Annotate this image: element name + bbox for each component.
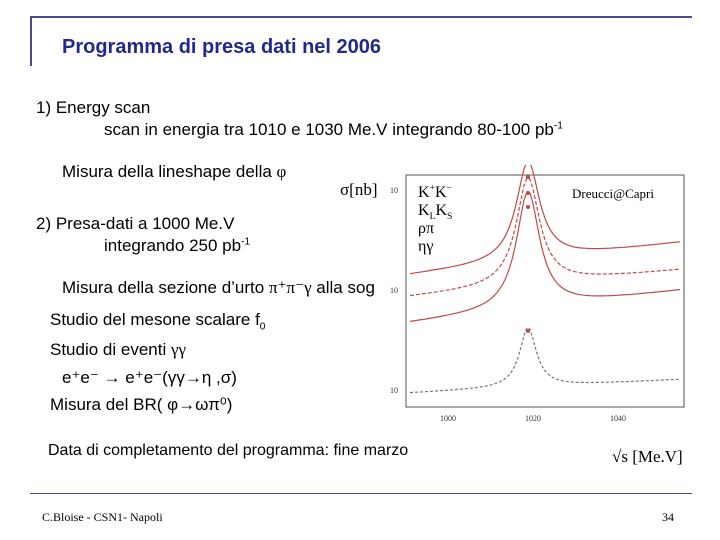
- frame-top-rule: [30, 16, 692, 18]
- chart-xlabel: √s [Me.V]: [612, 447, 683, 466]
- curve-3: [410, 328, 680, 393]
- item2-line3-symbol: γγ: [170, 340, 186, 359]
- ytick-label: 10: [390, 386, 398, 395]
- peak-marker: [526, 329, 530, 333]
- item1-note: [62, 162, 286, 182]
- item2-detail-text: integrando 250 pb: [104, 236, 242, 255]
- ytick-label: 10: [390, 186, 398, 195]
- item2-line3-text: Studio di eventi: [50, 340, 171, 359]
- slide-title: Programma di presa dati nel 2006: [62, 36, 382, 58]
- item2-line3: [50, 340, 186, 360]
- item2-line1-symbol: π⁺π⁻γ: [268, 278, 312, 297]
- item2-heading: 2) Presa-dati a 1000 Me.V: [36, 214, 235, 233]
- item2-line1: [62, 278, 375, 298]
- footer-rule: [30, 493, 692, 494]
- item2-line2: [50, 310, 266, 333]
- item2-detail-sup: -1: [241, 236, 251, 248]
- item2-detail: [104, 236, 250, 256]
- legend-item-klks: $K_LK_S$: [418, 202, 453, 223]
- item1-detail-sup: -1: [553, 120, 563, 132]
- item1-detail: [104, 120, 563, 140]
- item1-detail-text: scan in energia tra 1010 e 1030 Me.V integrando 80-100 pb: [104, 120, 554, 139]
- item1-note-text: Misura della lineshape della: [62, 162, 277, 181]
- item2-line2-text: Studio del mesone scalare f: [50, 310, 260, 329]
- chart-credit: Dreucci@Capri: [572, 186, 654, 201]
- peak-marker: [526, 175, 530, 179]
- xtick-label: 1020: [525, 414, 541, 423]
- chart-ylabel: σ[nb]: [340, 180, 378, 199]
- page-number: 34: [662, 510, 674, 524]
- chart-legend: [418, 184, 452, 256]
- item2-line4: e⁺e⁻ → e⁺e⁻(γγ→η ,σ): [62, 368, 237, 387]
- xtick-label: 1040: [610, 414, 626, 423]
- item2-line1-tail: alla sog: [311, 278, 375, 297]
- item1-note-symbol: φ: [276, 162, 287, 181]
- legend-item-etagamma: ηγ: [418, 238, 434, 255]
- item2-line1-text: Misura della sezione d’urto: [62, 278, 269, 297]
- footer-author: C.Bloise - CSN1- Napoli: [42, 510, 163, 524]
- peak-marker: [526, 205, 530, 209]
- item2-line2-sub: 0: [259, 321, 266, 333]
- item1-heading: 1) Energy scan: [36, 98, 151, 117]
- legend-item-kk: K+K−: [418, 182, 452, 201]
- legend-item-rhopi: ρπ: [418, 220, 435, 237]
- completion-date: Data di completamento del programma: fine marzo: [48, 442, 409, 459]
- xtick-label: 1000: [440, 414, 456, 423]
- item2-line5: Misura del BR( φ→ωπ⁰): [50, 395, 233, 414]
- frame-left-rule: [30, 16, 32, 66]
- peak-marker: [526, 191, 530, 195]
- ytick-label: 10: [390, 286, 398, 295]
